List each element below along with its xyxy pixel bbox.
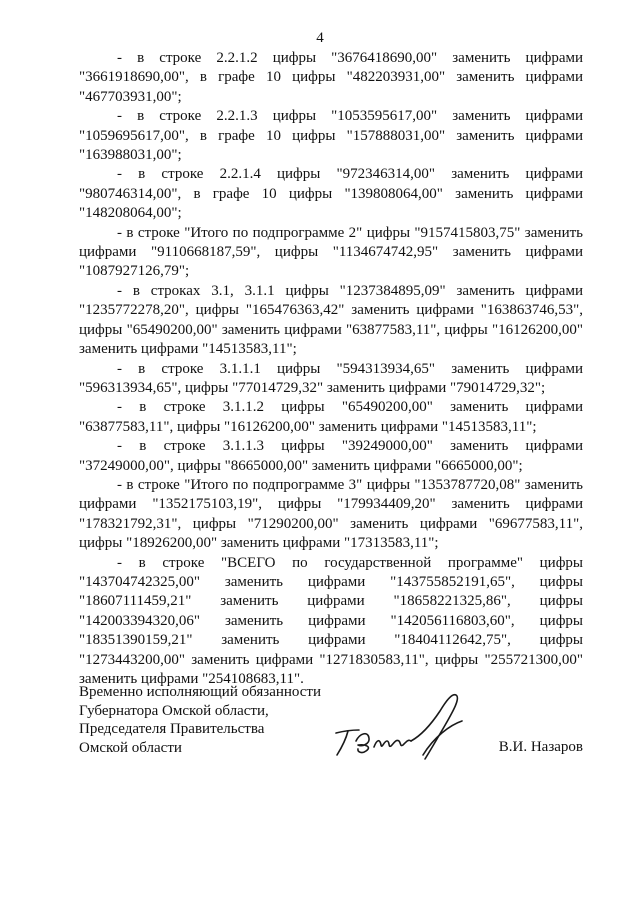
signatory-title-line: Губернатора Омской области, [79, 702, 269, 719]
document-body [79, 49, 583, 689]
amendment-paragraph: - в строках 3.1, 3.1.1 цифры "1237384895,09" заменить цифрами "1235772278,20", цифры "165476363,42" заменить цифрами "163863746,53", цифры "65490200,00" заменить цифрами "63877583,11", цифры "16126200,00" заменить цифрами "14513583,11"; [79, 282, 583, 358]
amendment-paragraph: - в строке "Итого по подпрограмме 2" цифры "9157415803,75" заменить цифрами "9110668187,59", цифры "1134674742,95" заменить цифрами "1087927126,79"; [79, 224, 583, 280]
amendment-paragraph: - в строке 3.1.1.1 цифры "594313934,65" заменить цифрами "596313934,65", цифры "77014729,32" заменить цифрами "79014729,32"; [79, 360, 583, 396]
signature-stroke [374, 740, 411, 747]
signature-stroke [337, 731, 348, 755]
signatory-title-line: Омской области [79, 739, 182, 756]
signatory-title-line: Временно исполняющий обязанности [79, 684, 322, 700]
signature-block [79, 683, 583, 773]
amendment-paragraph: - в строке 3.1.1.2 цифры "65490200,00" заменить цифрами "63877583,11", цифры "16126200,00" заменить цифрами "14513583,11"; [79, 399, 583, 435]
handwritten-signature [324, 681, 469, 763]
signature-stroke [356, 734, 369, 753]
amendment-paragraph: - в строке "Итого по подпрограмме 3" цифры "1353787720,08" заменить цифрами "1352175103,19", цифры "179934409,20" заменить цифрами "178321792,31", цифры "71290200,00" заменить цифрами "69677583,11", цифры "18926200,00" заменить цифрами "17313583,11"; [79, 476, 583, 552]
amendment-paragraph: - в строке 3.1.1.3 цифры "39249000,00" заменить цифрами "37249000,00", цифры "8665000,00" заменить цифрами "6665000,00"; [79, 438, 583, 474]
page-number: 4 [316, 30, 324, 46]
signatory-name: В.И. Назаров [498, 739, 583, 755]
amendment-paragraph: - в строке 2.2.1.4 цифры "972346314,00" заменить цифрами "980746314,00", в графе 10 цифры "139808064,00" заменить цифрами "148208064,00"; [79, 166, 583, 222]
amendment-paragraph: - в строке "ВСЕГО по государственной программе" цифры "143704742325,00" заменить цифрами "143755852191,65", цифры "18607111459,21" заменить цифрами "18658221325,86", цифры "142003394320,06" заменить цифрами "142056116803,60", цифры "18351390159,21" заменить цифрами "18404112642,75", цифры "1273443200,00" заменить цифрами "1271830583,11", цифры "255721300,00" заменить цифрами "254108683,11". [79, 554, 583, 687]
amendment-paragraph: - в строке 2.2.1.2 цифры "3676418690,00" заменить цифрами "3661918690,00", в графе 10 цифры "482203931,00" заменить цифрами "467703931,00"; [79, 50, 583, 105]
amendment-paragraph: - в строке 2.2.1.3 цифры "1053595617,00" заменить цифрами "1059695617,00", в графе 10 цифры "157888031,00" заменить цифрами "163988031,00"; [79, 108, 583, 164]
signatory-title-line: Председателя Правительства [79, 721, 265, 737]
